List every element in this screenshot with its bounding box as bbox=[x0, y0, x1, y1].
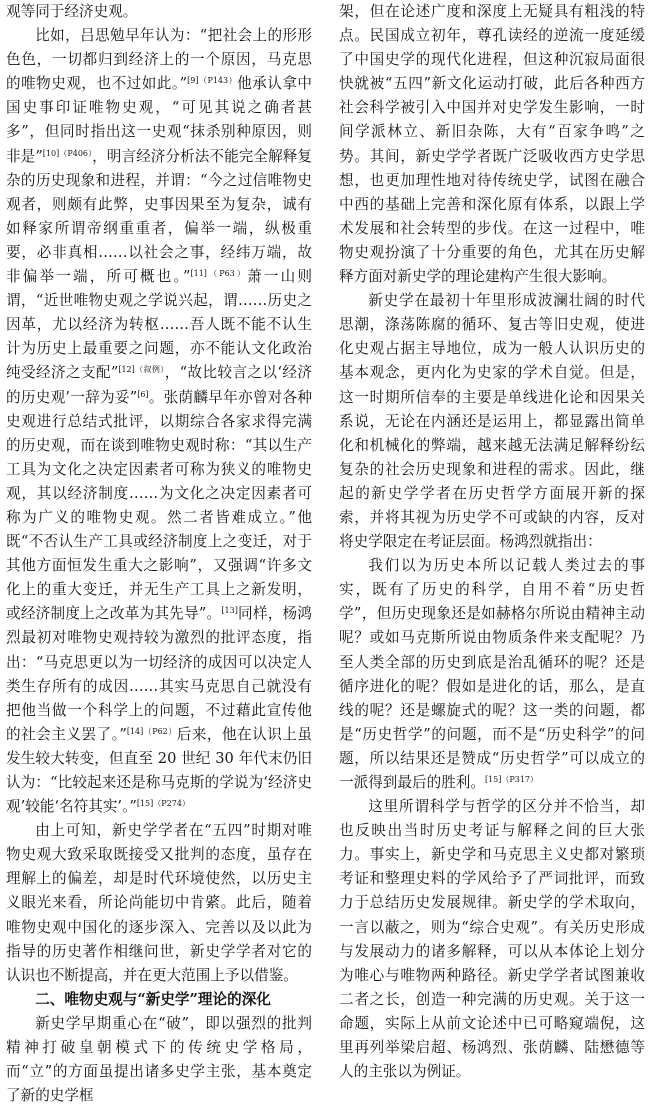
text-run: ，明言经济分析法不能完全解释复杂的历史现象和进程，并谓：“今之过信唯物史观者，则颇有此弊，史事因果至为复杂，诚有如释家所谓帝纲重重者，偏举一端，纵极重要，必非真相……以社会之事，经纬万端，故非偏举一端，所可概也。” bbox=[6, 147, 312, 286]
text-run: 萧一山则谓，“近世唯物史观之学说兴起，谓……历史之因革，尤以经济为转枢……吾人既不能不认生计为历史上最重要之问题，亦不能认文化政治纯受经济之支配” bbox=[6, 268, 312, 382]
text-run: 比如，吕思勉早年认为：“把社会上的形形色色，一切都归到经济上的一个原因，马克思的唯物史观，也不过如此。” bbox=[6, 27, 312, 93]
left-text-column bbox=[6, 0, 312, 1105]
text-run: ，“故比较言之以‘经济的历史观’一辞为妥” bbox=[6, 364, 312, 406]
text-run: 我们以为历史本所以记载人类过去的事实，既有了历史的科学，自用不着“历史哲学”，但历史现象还是如赫格尔所说由精神主动呢？或如马克斯所说由物质条件来支配呢？乃至人类全部的历史到底是治乱循环的呢？还是循序进化的呢？假如是进化的话，那么，是直线的呢？还是螺旋式的呢？这一类的问题，都是“历史哲学”的问题，而不是“历史科学”的问题，所以结果还是赞成“历史哲学”可以成立的一派得到最后的胜利。 bbox=[339, 557, 645, 791]
citation-marker: [13] bbox=[221, 606, 238, 616]
text-run: 后来，他在认识上虽发生较大转变，但直至 20 世纪 30 年代末仍旧认为：“比较起来还是称马克斯的学说为‘经济史观’较能‘名符其实’。” bbox=[6, 725, 312, 816]
text-run: 由上可知，新史学学者在“五四”时期对唯物史观大致采取既接受又批判的态度，虽存在理解上的偏差，却是时代环境使然，以历史主义眼光来看，所论尚能切中肯綮。此后，随着唯物史观中国化的逐步深入、完善以及以此为指导的历史著作相继问世，新史学学者对它的认识也不断提高，并在更大范围上予以借鉴。 bbox=[6, 822, 312, 984]
paragraph-continued bbox=[339, 0, 645, 289]
citation-marker: [10]（P406） bbox=[42, 148, 93, 158]
block-quote bbox=[339, 554, 645, 795]
section-heading: 二、唯物史观与“新史学”理论的深化 bbox=[35, 990, 271, 1008]
citation-marker: [11]（P63） bbox=[190, 269, 248, 279]
text-run: 新史学早期重心在“破”，即以强烈的批判精神打破皇朝模式下的传统史学格局，而“立”的方面虽提出诸多史学主张，基本奠定了新的史学框 bbox=[6, 1014, 312, 1105]
paragraph bbox=[6, 1012, 312, 1108]
text-run: 这里所谓科学与哲学的区分并不恰当，却也反映出当时历史考证与解释之间的巨大张力。事实上，新史学和马克思主义史都对繁琐考证和整理史料的学风给予了严词批评，而致力于总结历史发展规律。新史学的学术取向，一言以蔽之，则为“综合史观”。有关历史形成与发展动力的诸多解释，可以从本体论上划分为唯心与唯物两种路径。新史学学者试图兼收二者之长，创造一种完满的历史观。关于这一命题，实际上从前文论述中已可略窥端倪，这里再列举梁启超、杨鸿烈、张荫麟、陆懋德等人的主张以为例证。 bbox=[339, 798, 645, 1081]
text-run: 新史学在最初十年里形成波澜壮阔的时代思潮，涤荡陈腐的循环、复古等旧史观，使进化史观占据主导地位，成为一般人认识历史的基本观念，更内化为史家的学术自觉。但是，这一时期所信奉的主要是单线进化论和因果关系说，无论在内涵还是运用上，都显露出简单化和机械化的弊端，越来越无法满足解释纷纭复杂的社会历史现象和进程的需求。因此，继起的新史学学者在历史哲学方面展开新的探索，并将其视为历史学不可或缺的内容，反对将史学限定在考证层面。杨鸿烈就指出： bbox=[339, 292, 645, 551]
text-run: 同样，杨鸿烈最初对唯物史观持较为激烈的批评态度，指出：“马克思更以为一切经济的成因可以决定人类生存所有的成因……其实马克思自己就没有把他当做一个科学上的问题，不过藉此宣传他的社会主义罢了。” bbox=[6, 605, 312, 743]
paragraph bbox=[6, 24, 312, 819]
paragraph bbox=[6, 819, 312, 988]
right-text-column bbox=[339, 0, 645, 1081]
citation-marker: [14]（P62） bbox=[126, 726, 177, 736]
citation-marker: [9]（P143） bbox=[187, 76, 238, 86]
citation-marker: [15]（P317） bbox=[484, 775, 539, 784]
paragraph bbox=[339, 289, 645, 554]
paragraph-continued: 观等同于经济史观。 bbox=[6, 3, 138, 20]
text-run: 他承认拿中国史事印证唯物史观，“可见其说之确者甚多”，但同时指出这一史观“抹杀别种原因，则非是” bbox=[6, 75, 312, 165]
citation-marker: [12]（叙例） bbox=[118, 365, 165, 375]
paragraph bbox=[339, 795, 645, 1084]
citation-marker: [6] bbox=[137, 389, 149, 399]
text-run: 。张荫麟早年亦曾对各种史观进行总结式批评，以期综合各家求得完满的历史观，而在谈到唯物史观时称：“其以生产工具为文化之决定因素者可称为狭义的唯物史观，其以经济制度……为文化之决定因素者可称为广义的唯物史观。然二者皆难成立。”他既“不否认生产工具或经济制度上之变迁，对于其他方面恒发生重大之影响”，又强调“许多文化上的重大变迁，并无生产工具上之新发明，或经济制度上之改革为其先导”。 bbox=[6, 388, 312, 623]
text-run: 架，但在论述广度和深度上无疑具有粗浅的特点。民国成立初年，尊孔读经的逆流一度延缓了中国史学的现代化进程，但这种沉寂局面很快就被“五四”新文化运动打破，此后各种西方社会科学被引入中国并对史学发生影响，一时间学派林立、新旧杂陈，大有“百家争鸣”之势。其间，新史学学者既广泛吸收西方史学思想，也更加理性地对待传统史学，试图在融合中西的基础上完善和深化原有体系，以跟上学术发展和社会转型的步伐。在这一过程中，唯物史观扮演了十分重要的角色，尤其在历史解释方面对新史学的理论建构产生很大影响。 bbox=[339, 3, 645, 286]
citation-marker: [15]（P274） bbox=[136, 799, 190, 809]
